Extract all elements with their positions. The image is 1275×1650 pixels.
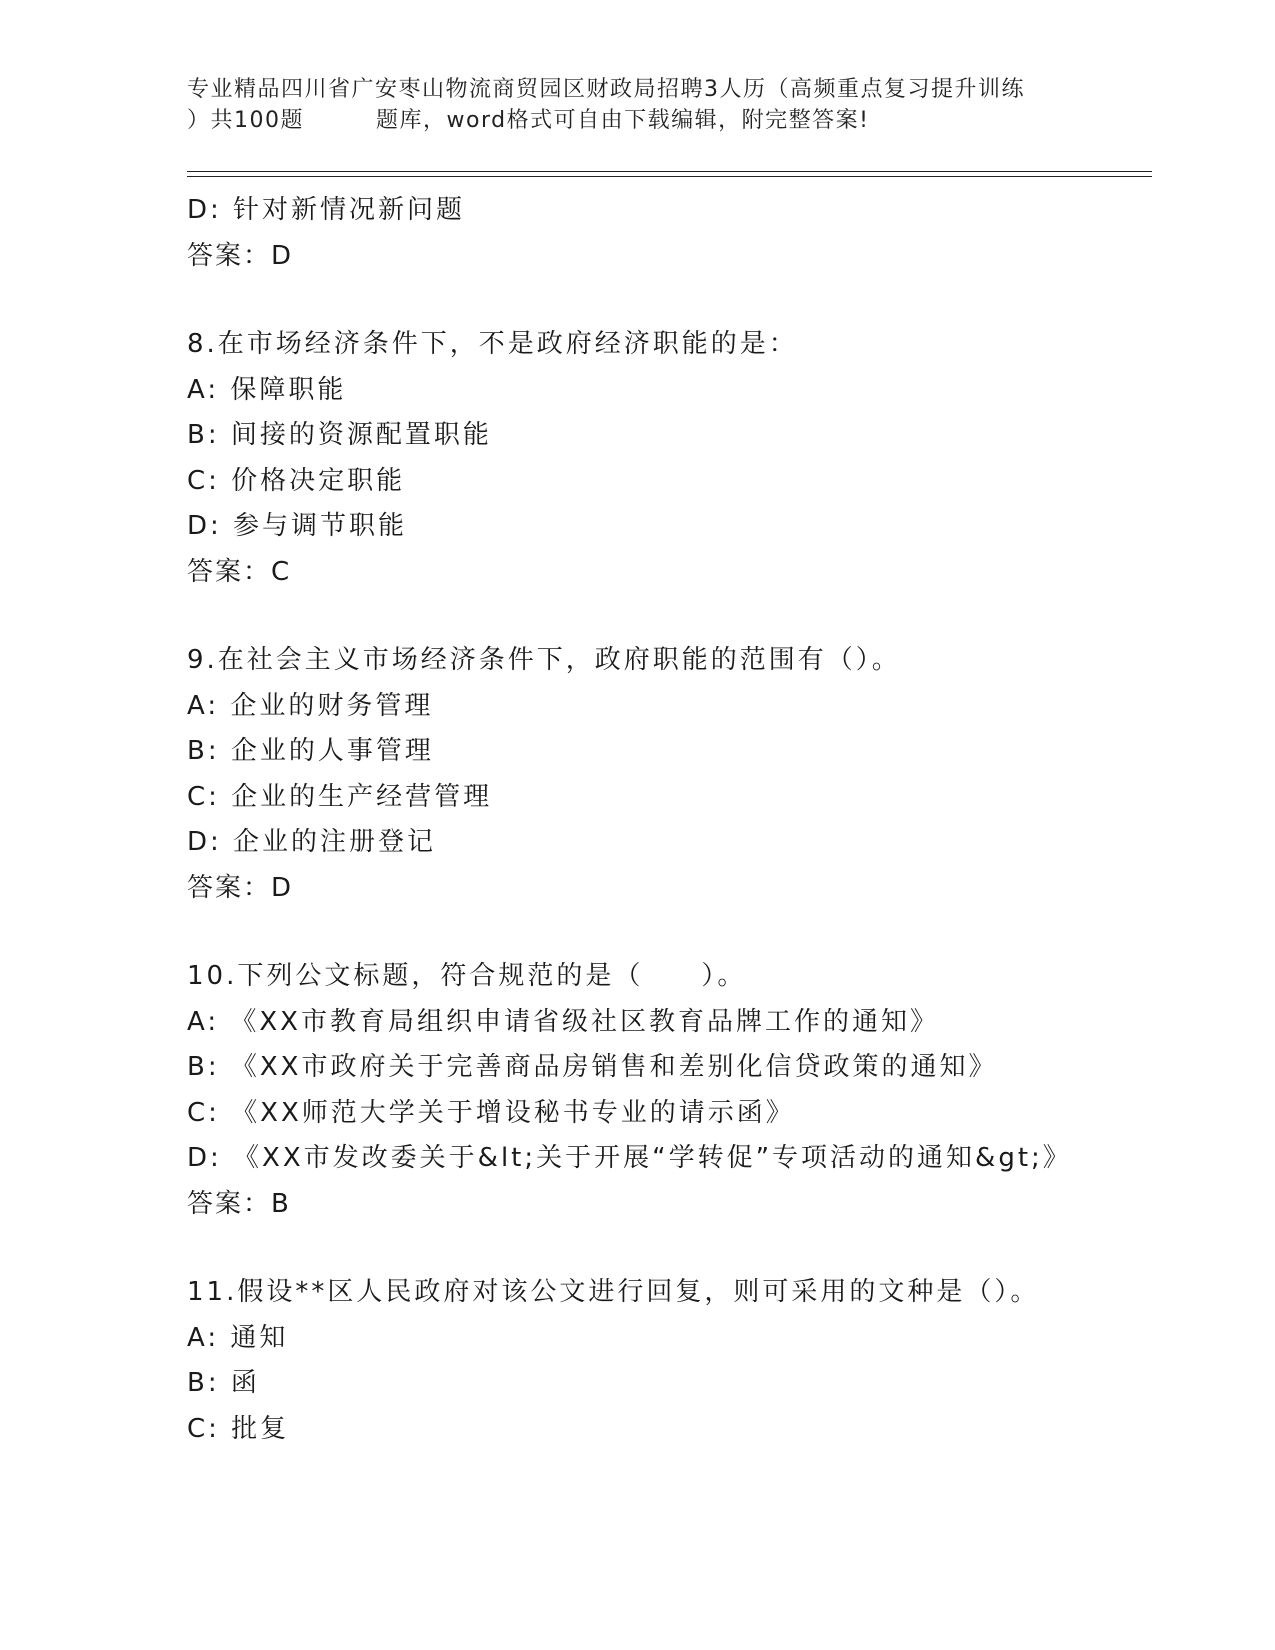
- answer: 答案：C: [187, 556, 292, 587]
- option-d: D: 《XX市发改委关于&lt;关于开展“学转促”专项活动的通知&gt;》: [187, 1143, 1072, 1173]
- answer: 答案：D: [187, 872, 294, 903]
- option-b: B: 函: [187, 1368, 260, 1398]
- question-stem: 8.在市场经济条件下，不是政府经济职能的是：: [187, 329, 798, 359]
- header-line-2: [187, 105, 1087, 136]
- option-a: A: 保障职能: [187, 374, 347, 405]
- option-c: C: 批复: [187, 1413, 290, 1444]
- header-rule-top: [187, 171, 1152, 172]
- question-stem: 9.在社会主义市场经济条件下，政府职能的范围有（）。: [187, 645, 901, 675]
- answer: 答案：B: [187, 1188, 291, 1219]
- header-line-2-right: 题库，word格式可自由下载编辑，附完整答案!: [376, 108, 870, 133]
- option-a: A: 《XX市教育局组织申请省级社区教育品牌工作的通知》: [187, 1006, 939, 1037]
- option-a: A: 通知: [187, 1322, 289, 1353]
- option-c: C: 价格决定职能: [187, 465, 406, 496]
- option-c: C: 《XX师范大学关于增设秘书专业的请示函》: [187, 1097, 795, 1128]
- question-content: [187, 188, 1187, 1452]
- partial-answer: 答案：D: [187, 240, 294, 271]
- header-line-2-left: ）共100题: [187, 108, 304, 133]
- option-d: D: 参与调节职能: [187, 511, 408, 541]
- option-c: C: 企业的生产经营管理: [187, 781, 493, 812]
- question-9: [187, 638, 1187, 911]
- option-b: B: 间接的资源配置职能: [187, 420, 492, 450]
- question-stem: 10.下列公文标题，符合规范的是（ ）。: [187, 961, 747, 991]
- question-stem: 11.假设**区人民政府对该公文进行回复，则可采用的文种是（）。: [187, 1277, 1040, 1307]
- option-a: A: 企业的财务管理: [187, 690, 434, 721]
- question-10: [187, 954, 1187, 1227]
- partial-option-d: D: 针对新情况新问题: [187, 195, 466, 225]
- document-header: [187, 74, 1087, 136]
- header-rule-bottom: [187, 176, 1152, 177]
- header-line-1: 专业精品四川省广安枣山物流商贸园区财政局招聘3人历（高频重点复习提升训练: [187, 77, 1025, 102]
- question-8: [187, 322, 1187, 595]
- option-d: D: 企业的注册登记: [187, 827, 437, 857]
- question-11: [187, 1270, 1187, 1452]
- option-b: B: 《XX市政府关于完善商品房销售和差别化信贷政策的通知》: [187, 1052, 998, 1082]
- option-b: B: 企业的人事管理: [187, 736, 434, 766]
